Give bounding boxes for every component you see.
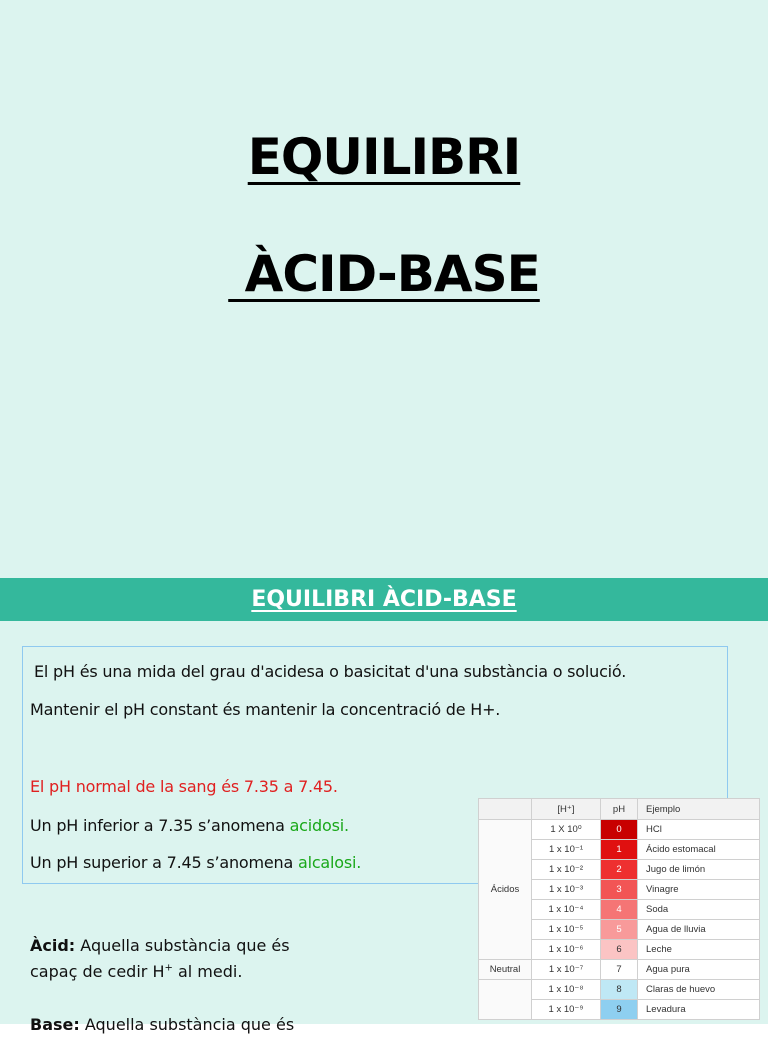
ph-value: 1 <box>601 840 638 860</box>
h-value: 1 x 10⁻³ <box>532 880 601 900</box>
table-header-row <box>479 799 760 820</box>
h-value: 1 x 10⁻² <box>532 860 601 880</box>
alkalosis-prefix: Un pH superior a 7.45 s’anomena <box>30 853 298 872</box>
ph-value: 8 <box>601 980 638 1000</box>
ph-value: 2 <box>601 860 638 880</box>
base-term: Base: <box>30 1015 80 1034</box>
acid-sup: + <box>164 962 173 974</box>
h-value: 1 x 10⁻⁸ <box>532 980 601 1000</box>
title-line-1: EQUILIBRI <box>247 128 521 186</box>
slide-header: EQUILIBRI ÀCID-BASE <box>251 587 517 612</box>
example: Leche <box>638 940 760 960</box>
acid-term: Àcid: <box>30 936 76 955</box>
ph-constant-text: Mantenir el pH constant és mantenir la concentració de H+. <box>30 700 501 719</box>
example: Agua de lluvia <box>638 920 760 940</box>
h-value: 1 X 10⁰ <box>532 820 601 840</box>
table-header: Ejemplo <box>638 799 760 820</box>
ph-value: 3 <box>601 880 638 900</box>
title-line-2: ÀCID-BASE <box>228 245 540 303</box>
table-header: pH <box>601 799 638 820</box>
example: Soda <box>638 900 760 920</box>
example: Ácido estomacal <box>638 840 760 860</box>
group-bases <box>479 980 532 1020</box>
h-value: 1 x 10⁻⁴ <box>532 900 601 920</box>
normal-blood-ph: El pH normal de la sang és 7.35 a 7.45. <box>30 777 338 796</box>
header-band <box>0 578 768 621</box>
content-slide <box>0 578 768 1034</box>
h-value: 1 x 10⁻⁵ <box>532 920 601 940</box>
base-definition <box>30 1012 330 1038</box>
table-row <box>479 820 760 840</box>
alkalosis-term: alcalosi. <box>297 853 362 872</box>
acid-def-text: Aquella substància que és capaç de cedir H <box>30 936 290 981</box>
acid-definition <box>30 933 330 985</box>
example: Levadura <box>638 1000 760 1020</box>
ph-table <box>478 798 760 1020</box>
example: Jugo de limón <box>638 860 760 880</box>
acidosis-term: acidosi. <box>289 816 349 835</box>
table-header: [H⁺] <box>532 799 601 820</box>
h-value: 1 x 10⁻⁶ <box>532 940 601 960</box>
ph-value: 7 <box>601 960 638 980</box>
h-value: 1 x 10⁻⁷ <box>532 960 601 980</box>
alkalosis-text <box>30 853 361 872</box>
acidosis-prefix: Un pH inferior a 7.35 s’anomena <box>30 816 290 835</box>
example: Agua pura <box>638 960 760 980</box>
acidosis-text <box>30 816 349 835</box>
ph-value: 9 <box>601 1000 638 1020</box>
h-value: 1 x 10⁻⁹ <box>532 1000 601 1020</box>
base-def-text: Aquella substància que és <box>79 1015 295 1034</box>
table-row <box>479 960 760 980</box>
ph-value: 4 <box>601 900 638 920</box>
ph-value: 6 <box>601 940 638 960</box>
example: Claras de huevo <box>638 980 760 1000</box>
h-value: 1 x 10⁻¹ <box>532 840 601 860</box>
ph-value: 5 <box>601 920 638 940</box>
group-neutral: Neutral <box>479 960 532 980</box>
ph-definition: El pH és una mida del grau d'acidesa o basicitat d'una substància o solució. <box>34 662 627 681</box>
acid-def-end: al medi. <box>172 962 243 981</box>
example: Vinagre <box>638 880 760 900</box>
example: HCl <box>638 820 760 840</box>
table-header <box>479 799 532 820</box>
group-acids: Ácidos <box>479 820 532 960</box>
ph-value: 0 <box>601 820 638 840</box>
table-row <box>479 980 760 1000</box>
